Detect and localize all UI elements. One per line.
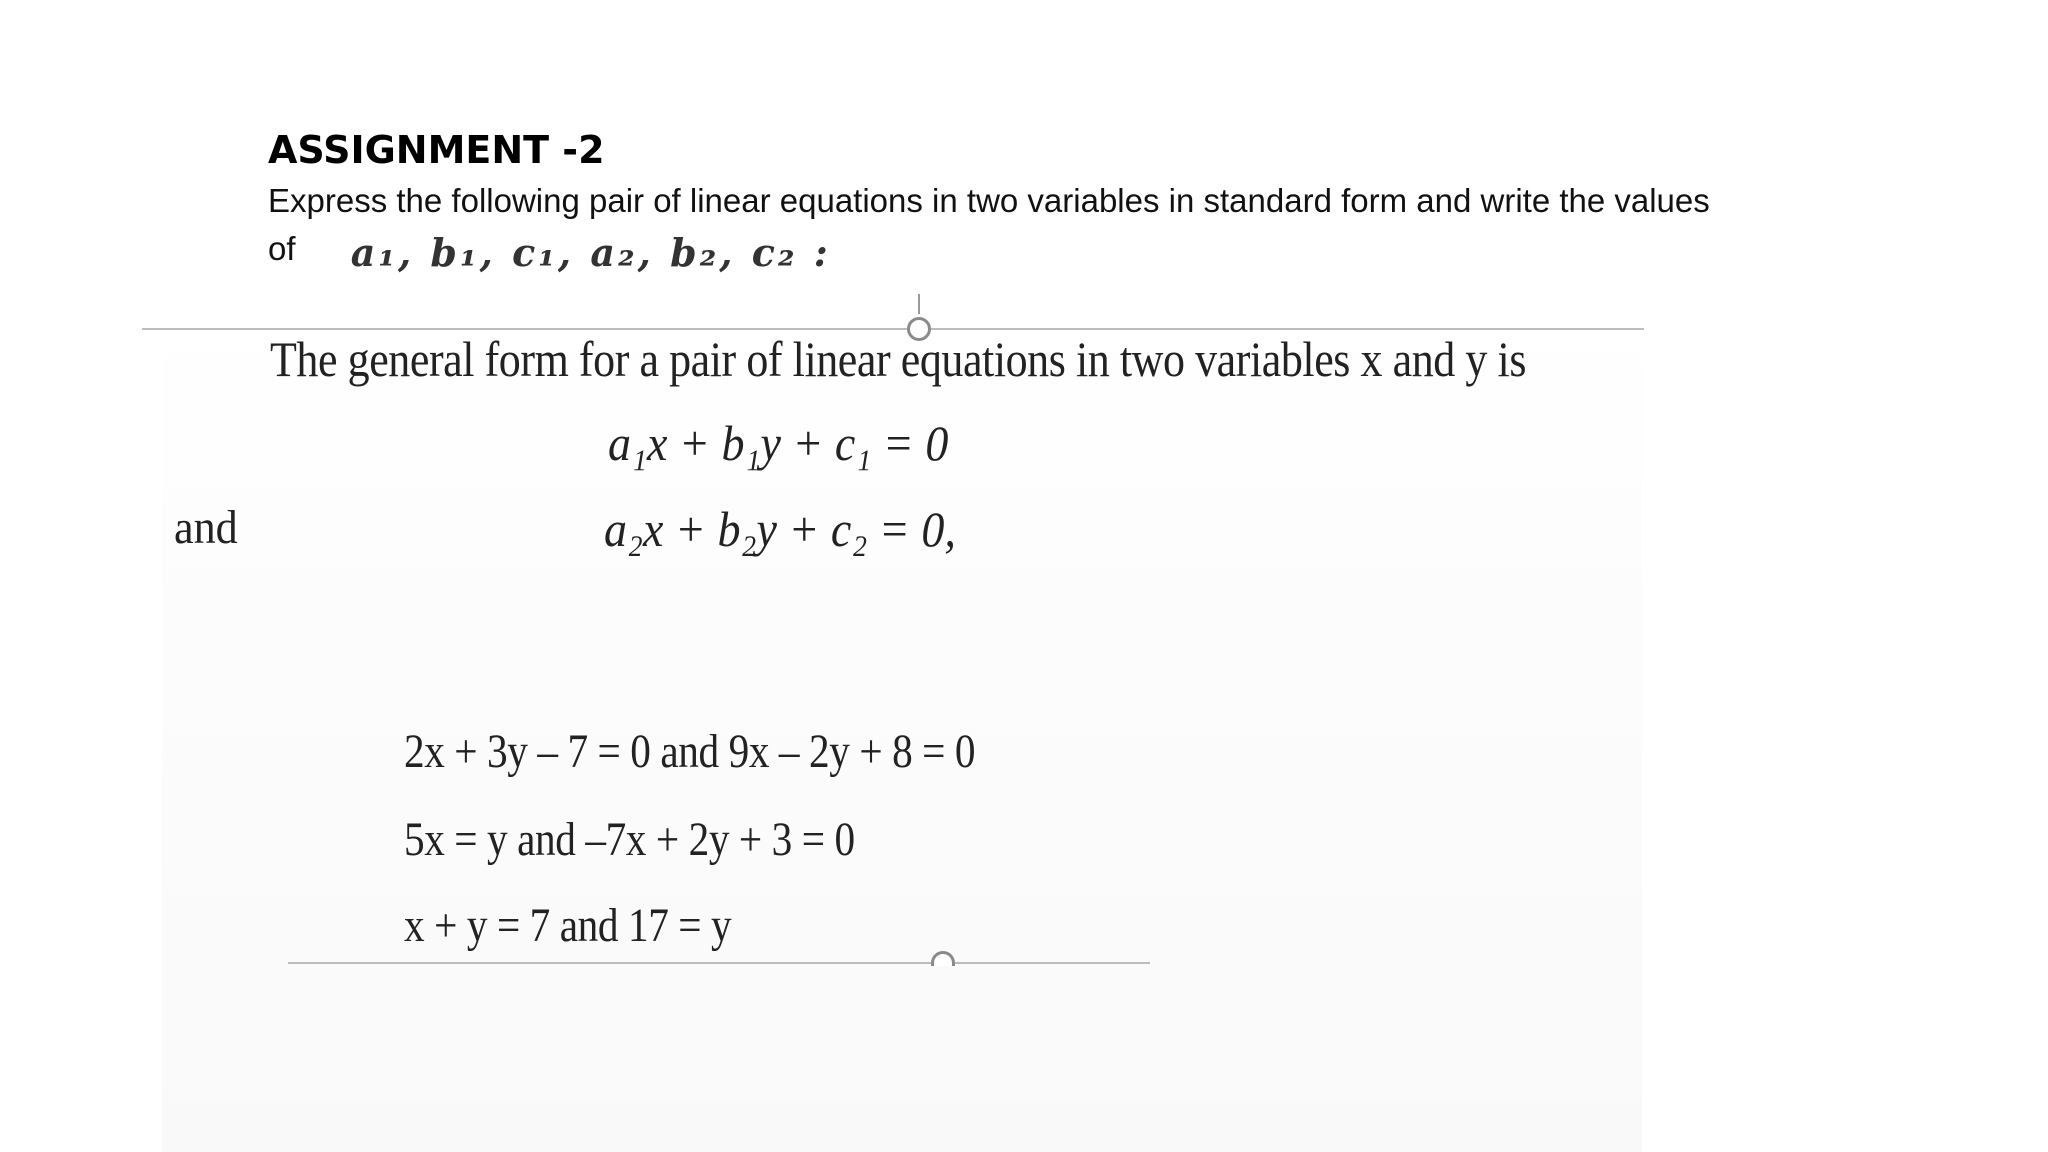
general-form-statement: The general form for a pair of linear equations in two variables x and y is	[270, 331, 1527, 387]
instruction-text	[268, 178, 1828, 275]
assignment-title: ASSIGNMENT -2	[268, 128, 605, 172]
and-label: and	[174, 501, 238, 554]
general-equation-1: a₁x + b₁y + c₁ = 0	[608, 415, 949, 471]
rotate-handle-stem[interactable]	[918, 294, 920, 314]
problem-2: 5x = y and –7x + 2y + 3 = 0	[404, 813, 855, 866]
problem-1: 2x + 3y – 7 = 0 and 9x – 2y + 8 = 0	[404, 725, 976, 778]
coefficient-list: a₁, b₁, c₁, a₂, b₂, c₂ :	[350, 230, 831, 275]
instruction-line-2	[268, 224, 1828, 275]
image-bottom-border	[288, 962, 1150, 964]
problem-3: x + y = 7 and 17 = y	[404, 899, 732, 952]
instruction-line-1: Express the following pair of linear equations in two variables in standard form and write the values	[268, 182, 1710, 219]
general-equation-2: a₂x + b₂y + c₂ = 0,	[604, 501, 956, 557]
instruction-of: of	[268, 230, 296, 267]
